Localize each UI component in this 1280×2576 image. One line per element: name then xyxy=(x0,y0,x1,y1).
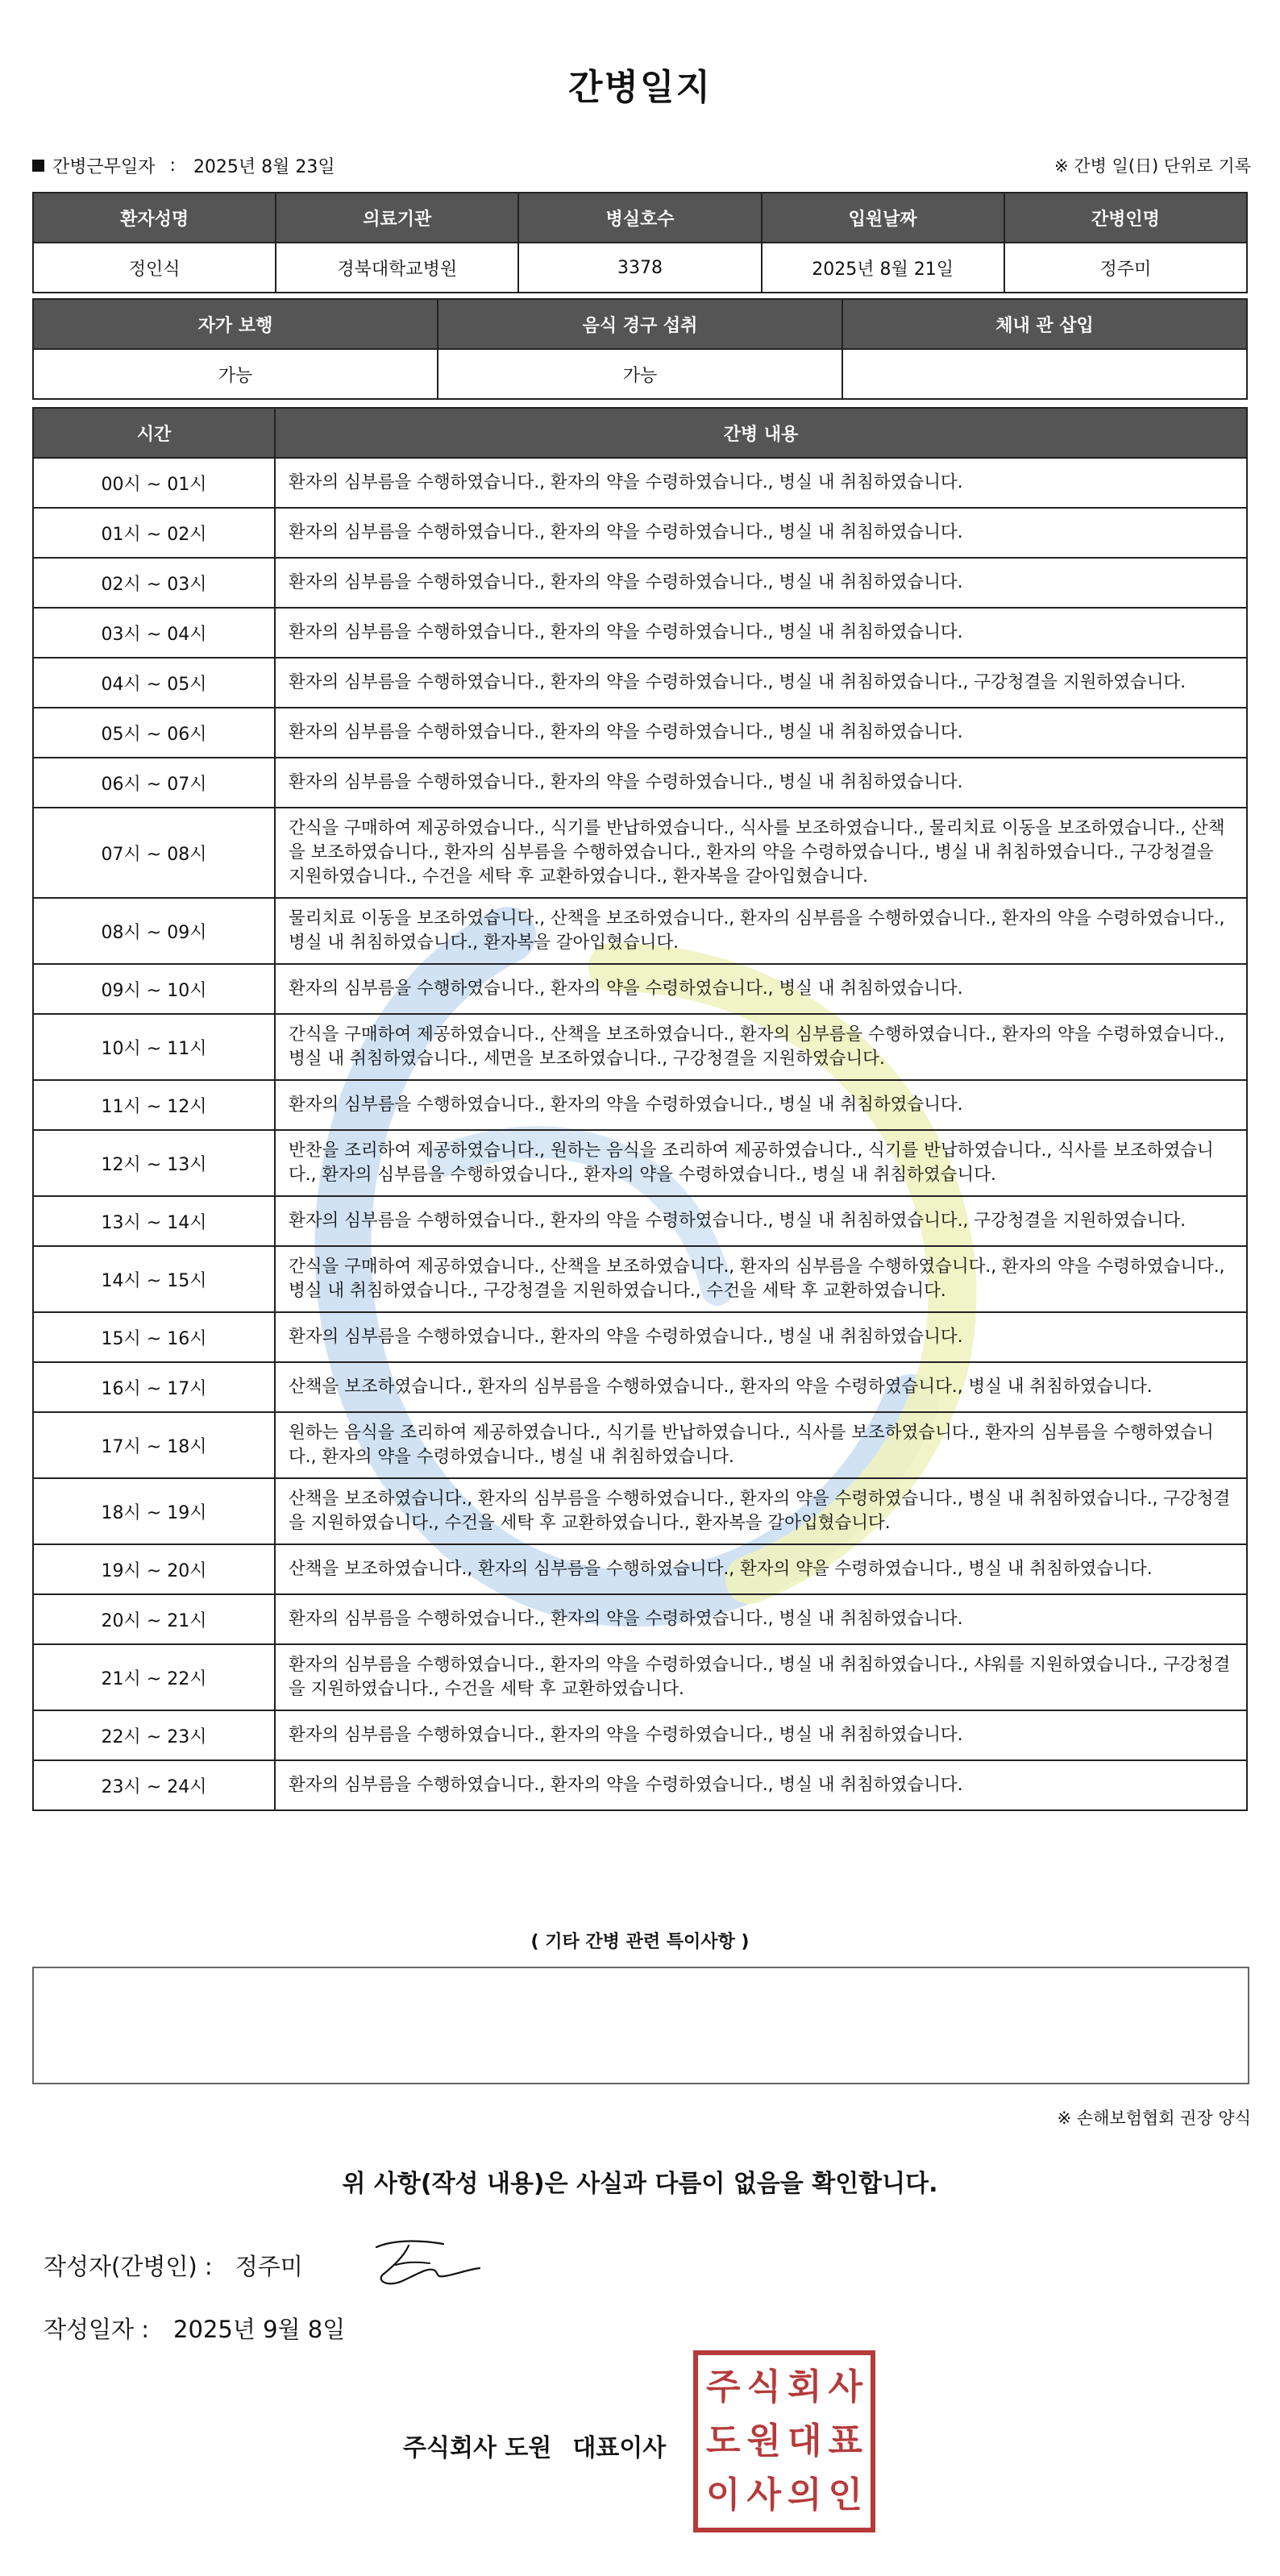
header-time: 시간 xyxy=(33,408,275,458)
company-line xyxy=(403,2428,666,2463)
company-seal-stamp xyxy=(693,2350,875,2532)
work-date-label: 간병근무일자 xyxy=(52,157,156,177)
square-bullet-icon xyxy=(32,160,44,172)
log-time-cell: 04시 ~ 05시 xyxy=(33,658,275,708)
log-time-cell: 02시 ~ 03시 xyxy=(33,558,275,608)
header-oral-intake: 음식 경구 섭취 xyxy=(438,299,842,349)
patient-info-header-row xyxy=(33,193,1247,243)
log-time-cell: 20시 ~ 21시 xyxy=(33,1594,275,1644)
work-date-value: 2025년 8월 23일 xyxy=(193,157,335,177)
log-time-cell: 18시 ~ 19시 xyxy=(33,1478,275,1544)
log-content-cell: 물리치료 이동을 보조하였습니다., 산책을 보조하였습니다., 환자의 심부름을 수행하였습니다., 환자의 약을 수령하였습니다., 병실 내 취침하였습니다., 환자복을 갈아입혔습니다. xyxy=(275,898,1247,964)
hospital-value: 경북대학교병원 xyxy=(276,243,518,293)
self-walking-value: 가능 xyxy=(33,349,438,399)
log-content-cell: 원하는 음식을 조리하여 제공하였습니다., 식기를 반납하였습니다., 식사를 보조하였습니다., 환자의 심부름을 수행하였습니다., 환자의 약을 수령하였습니다., 병실 내 취침하였습니다. xyxy=(275,1412,1247,1478)
log-content-cell: 산책을 보조하였습니다., 환자의 심부름을 수행하였습니다., 환자의 약을 수령하였습니다., 병실 내 취침하였습니다. xyxy=(275,1362,1247,1412)
log-time-cell: 23시 ~ 24시 xyxy=(33,1760,275,1810)
company-name: 주식회사 도원 xyxy=(403,2434,552,2462)
log-time-cell: 19시 ~ 20시 xyxy=(33,1544,275,1594)
table-row xyxy=(33,1362,1247,1412)
seal-glyph: 사 xyxy=(828,2366,862,2408)
writer-label: 작성자(간병인) : xyxy=(44,2253,213,2280)
table-row xyxy=(33,608,1247,658)
seal-glyph: 식 xyxy=(746,2366,781,2408)
log-time-cell: 07시 ~ 08시 xyxy=(33,808,275,898)
writer-name: 정주미 xyxy=(235,2253,303,2280)
written-date-value: 2025년 9월 8일 xyxy=(173,2316,346,2343)
patient-info-value-row xyxy=(33,243,1247,293)
care-log-body xyxy=(33,458,1247,1810)
header-self-walking: 자가 보행 xyxy=(33,299,438,349)
work-date-colon: : xyxy=(169,156,176,176)
table-row xyxy=(33,458,1247,508)
seal-glyph: 이 xyxy=(705,2474,741,2516)
work-date-line xyxy=(32,153,335,178)
table-row xyxy=(33,1080,1247,1130)
care-log-table xyxy=(32,407,1248,1811)
log-time-cell: 09시 ~ 10시 xyxy=(33,964,275,1014)
patient-info-table xyxy=(32,192,1248,293)
log-content-cell: 환자의 심부름을 수행하였습니다., 환자의 약을 수령하였습니다., 병실 내 취침하였습니다. xyxy=(275,508,1247,558)
log-content-cell: 환자의 심부름을 수행하였습니다., 환자의 약을 수령하였습니다., 병실 내 취침하였습니다. xyxy=(275,1080,1247,1130)
log-content-cell: 환자의 심부름을 수행하였습니다., 환자의 약을 수령하였습니다., 병실 내 취침하였습니다. xyxy=(275,708,1247,758)
log-content-cell: 간식을 구매하여 제공하였습니다., 산책을 보조하였습니다., 환자의 심부름을 수행하였습니다., 환자의 약을 수령하였습니다., 병실 내 취침하였습니다., 구강청결을 지원하였습니다., 수건을 세탁 후 교환하였습니다. xyxy=(275,1246,1247,1312)
document-title: 간병일지 xyxy=(567,67,712,108)
patient-status-header-row xyxy=(33,299,1247,349)
log-time-cell: 11시 ~ 12시 xyxy=(33,1080,275,1130)
log-time-cell: 06시 ~ 07시 xyxy=(33,758,275,808)
log-content-cell: 환자의 심부름을 수행하였습니다., 환자의 약을 수령하였습니다., 병실 내 취침하였습니다. xyxy=(275,458,1247,508)
log-content-cell: 환자의 심부름을 수행하였습니다., 환자의 약을 수령하였습니다., 병실 내 취침하였습니다. xyxy=(275,1760,1247,1810)
patient-status-table xyxy=(32,298,1248,400)
table-row xyxy=(33,1594,1247,1644)
header-room-number: 병실호수 xyxy=(518,193,761,243)
table-row xyxy=(33,964,1247,1014)
log-content-cell: 간식을 구매하여 제공하였습니다., 산책을 보조하였습니다., 환자의 심부름을 수행하였습니다., 환자의 약을 수령하였습니다., 병실 내 취침하였습니다., 세면을 보조하였습니다., 구강청결을 지원하였습니다. xyxy=(275,1014,1247,1080)
table-row xyxy=(33,1312,1247,1362)
log-time-cell: 03시 ~ 04시 xyxy=(33,608,275,658)
log-content-cell: 환자의 심부름을 수행하였습니다., 환자의 약을 수령하였습니다., 병실 내 취침하였습니다., 샤워를 지원하였습니다., 구강청결을 지원하였습니다., 수건을 세탁 후 교환하였습니다. xyxy=(275,1644,1247,1710)
table-row xyxy=(33,1544,1247,1594)
special-notes-box xyxy=(32,1967,1249,2084)
table-row xyxy=(33,1760,1247,1810)
log-content-cell: 반찬을 조리하여 제공하였습니다., 원하는 음식을 조리하여 제공하였습니다., 식기를 반납하였습니다., 식사를 보조하였습니다., 환자의 심부름을 수행하였습니다., 환자의 약을 수령하였습니다., 병실 내 취침하였습니다. xyxy=(275,1130,1247,1196)
table-row xyxy=(33,808,1247,898)
table-row xyxy=(33,1710,1247,1760)
seal-glyph: 회 xyxy=(787,2366,822,2408)
table-row xyxy=(33,1478,1247,1544)
log-time-cell: 14시 ~ 15시 xyxy=(33,1246,275,1312)
log-content-cell: 환자의 심부름을 수행하였습니다., 환자의 약을 수령하였습니다., 병실 내 취침하였습니다. xyxy=(275,558,1247,608)
table-row xyxy=(33,508,1247,558)
log-time-cell: 15시 ~ 16시 xyxy=(33,1312,275,1362)
log-content-cell: 산책을 보조하였습니다., 환자의 심부름을 수행하였습니다., 환자의 약을 수령하였습니다., 병실 내 취침하였습니다., 구강청결을 지원하였습니다., 수건을 세탁 후 교환하였습니다., 환자복을 갈아입혔습니다. xyxy=(275,1478,1247,1544)
log-content-cell: 환자의 심부름을 수행하였습니다., 환자의 약을 수령하였습니다., 병실 내 취침하였습니다. xyxy=(275,1312,1247,1362)
log-time-cell: 13시 ~ 14시 xyxy=(33,1196,275,1246)
seal-glyph: 원 xyxy=(746,2420,781,2462)
header-patient-name: 환자성명 xyxy=(33,193,276,243)
unit-note: ※ 간병 일(日) 단위로 기록 xyxy=(1054,156,1251,176)
log-time-cell: 22시 ~ 23시 xyxy=(33,1710,275,1760)
care-log-header-row xyxy=(33,408,1247,458)
patient-status-value-row xyxy=(33,349,1247,399)
table-row xyxy=(33,1014,1247,1080)
table-row xyxy=(33,1412,1247,1478)
log-content-cell: 환자의 심부름을 수행하였습니다., 환자의 약을 수령하였습니다., 병실 내 취침하였습니다., 구강청결을 지원하였습니다. xyxy=(275,1196,1247,1246)
seal-glyph: 대 xyxy=(787,2420,822,2462)
log-time-cell: 17시 ~ 18시 xyxy=(33,1412,275,1478)
table-row xyxy=(33,1246,1247,1312)
company-title: 대표이사 xyxy=(572,2434,667,2462)
caregiver-name-value: 정주미 xyxy=(1004,243,1247,293)
log-content-cell: 환자의 심부름을 수행하였습니다., 환자의 약을 수령하였습니다., 병실 내 취침하였습니다. xyxy=(275,1710,1247,1760)
table-row xyxy=(33,558,1247,608)
table-row xyxy=(33,758,1247,808)
tube-insertion-value xyxy=(842,349,1247,399)
special-notes-title: ( 기타 간병 관련 특이사항 ) xyxy=(530,1932,750,1952)
log-time-cell: 00시 ~ 01시 xyxy=(33,458,275,508)
oral-intake-value: 가능 xyxy=(438,349,842,399)
seal-glyph: 표 xyxy=(828,2420,862,2462)
table-row xyxy=(33,1644,1247,1710)
log-time-cell: 12시 ~ 13시 xyxy=(33,1130,275,1196)
log-content-cell: 환자의 심부름을 수행하였습니다., 환자의 약을 수령하였습니다., 병실 내 취침하였습니다. xyxy=(275,758,1247,808)
header-tube-insertion: 체내 관 삽입 xyxy=(842,299,1247,349)
header-admission-date: 입원날짜 xyxy=(762,193,1004,243)
table-row xyxy=(33,1130,1247,1196)
written-date-label: 작성일자 : xyxy=(44,2316,150,2343)
table-row xyxy=(33,658,1247,708)
recommend-note: ※ 손해보험협회 권장 양식 xyxy=(1057,2109,1251,2128)
table-row xyxy=(33,1196,1247,1246)
handwritten-signature xyxy=(367,2233,488,2297)
seal-glyph: 인 xyxy=(828,2474,862,2516)
patient-name-value: 정인식 xyxy=(33,243,276,293)
log-content-cell: 간식을 구매하여 제공하였습니다., 식기를 반납하였습니다., 식사를 보조하였습니다., 물리치료 이동을 보조하였습니다., 산책을 보조하였습니다., 환자의 심부름을 수행하였습니다., 환자의 약을 수령하였습니다., 병실 내 취침하였습니다., 구강청결을 지원하였습니다., 수건을 세탁 후 교환하였습니다., 환자복을 갈아입혔습니다. xyxy=(275,808,1247,898)
log-content-cell: 환자의 심부름을 수행하였습니다., 환자의 약을 수령하였습니다., 병실 내 취침하였습니다. xyxy=(275,964,1247,1014)
log-time-cell: 08시 ~ 09시 xyxy=(33,898,275,964)
seal-glyph: 사 xyxy=(746,2474,781,2516)
room-number-value: 3378 xyxy=(518,243,761,293)
log-time-cell: 21시 ~ 22시 xyxy=(33,1644,275,1710)
log-content-cell: 산책을 보조하였습니다., 환자의 심부름을 수행하였습니다., 환자의 약을 수령하였습니다., 병실 내 취침하였습니다. xyxy=(275,1544,1247,1594)
admission-date-value: 2025년 8월 21일 xyxy=(762,243,1004,293)
log-time-cell: 01시 ~ 02시 xyxy=(33,508,275,558)
table-row xyxy=(33,708,1247,758)
writer-line xyxy=(44,2249,303,2282)
header-care-content: 간병 내용 xyxy=(275,408,1247,458)
seal-glyph: 의 xyxy=(787,2474,822,2516)
seal-glyph: 주 xyxy=(705,2366,741,2408)
header-caregiver-name: 간병인명 xyxy=(1004,193,1247,243)
header-hospital: 의료기관 xyxy=(276,193,518,243)
table-row xyxy=(33,898,1247,964)
log-time-cell: 05시 ~ 06시 xyxy=(33,708,275,758)
log-content-cell: 환자의 심부름을 수행하였습니다., 환자의 약을 수령하였습니다., 병실 내 취침하였습니다., 구강청결을 지원하였습니다. xyxy=(275,658,1247,708)
log-content-cell: 환자의 심부름을 수행하였습니다., 환자의 약을 수령하였습니다., 병실 내 취침하였습니다. xyxy=(275,608,1247,658)
log-content-cell: 환자의 심부름을 수행하였습니다., 환자의 약을 수령하였습니다., 병실 내 취침하였습니다. xyxy=(275,1594,1247,1644)
confirmation-statement: 위 사항(작성 내용)은 사실과 다름이 없음을 확인합니다. xyxy=(342,2170,938,2198)
written-date-line xyxy=(44,2312,345,2345)
log-time-cell: 16시 ~ 17시 xyxy=(33,1362,275,1412)
seal-glyph: 도 xyxy=(705,2420,741,2462)
log-time-cell: 10시 ~ 11시 xyxy=(33,1014,275,1080)
